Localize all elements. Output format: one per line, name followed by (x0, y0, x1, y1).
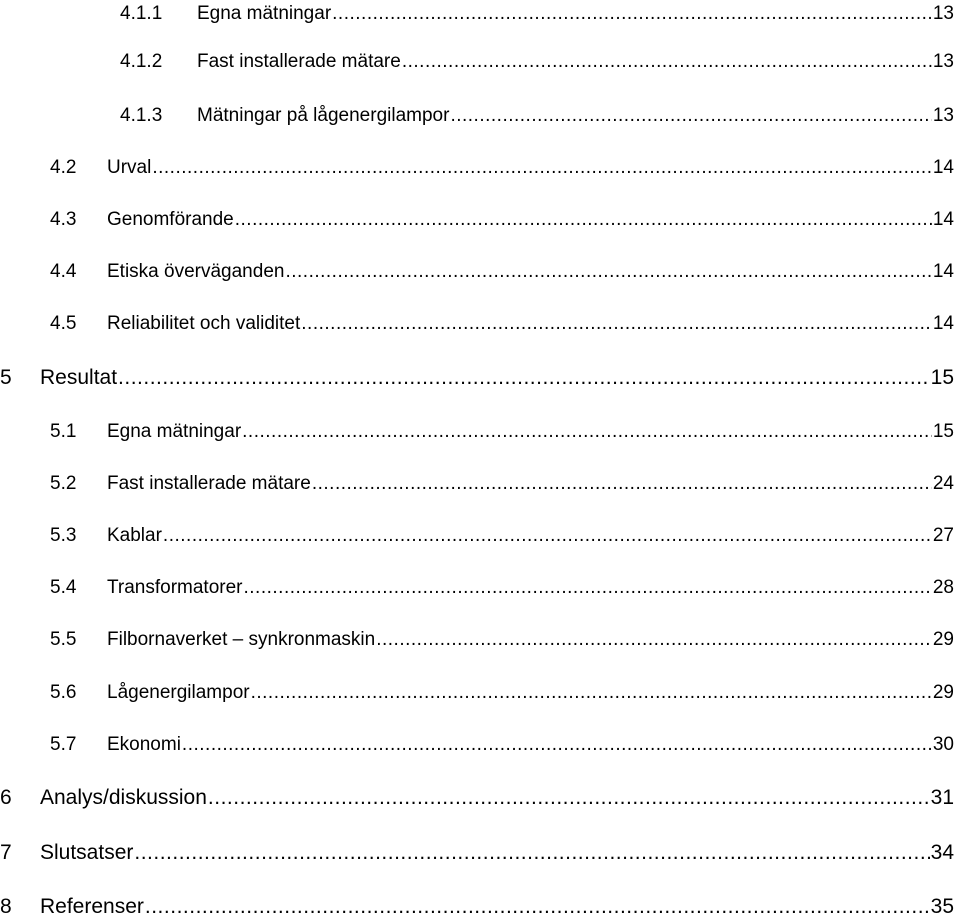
toc-entry-page: 31 (930, 786, 954, 809)
toc-entry-page: 29 (932, 682, 954, 703)
toc-entry-5-4[interactable] (50, 576, 954, 600)
toc-entry-4-1-3[interactable] (120, 104, 954, 128)
toc-entry-number: 5.4 (50, 577, 77, 598)
toc-entry-title: Kablar (107, 525, 162, 546)
toc-entry-title: Transformatorer (107, 577, 243, 598)
toc-entry-page: 27 (932, 525, 954, 546)
toc-entry-page: 14 (932, 261, 954, 282)
toc-entry-5-5[interactable] (50, 628, 954, 652)
dot-leader (402, 50, 932, 74)
toc-entry-7[interactable] (0, 841, 954, 865)
toc-entry-title: Resultat (40, 366, 118, 389)
dot-leader (251, 681, 932, 705)
dot-leader (285, 260, 931, 284)
toc-entry-5-1[interactable] (50, 420, 954, 444)
dot-leader (134, 841, 929, 865)
toc-entry-number: 4.1.3 (120, 105, 163, 126)
toc-entry-page: 35 (930, 895, 954, 918)
toc-entry-number: 6 (0, 786, 12, 809)
toc-entry-title: Reliabilitet och validitet (107, 313, 301, 334)
toc-entry-page: 30 (932, 734, 954, 755)
dot-leader (182, 733, 932, 757)
toc-entry-page: 34 (930, 841, 954, 864)
toc-entry-page: 14 (932, 313, 954, 334)
toc-entry-number: 4.1.2 (120, 51, 163, 72)
toc-entry-number: 4.1.1 (120, 3, 163, 24)
dot-leader (301, 312, 932, 336)
dot-leader (450, 104, 931, 128)
toc-entry-number: 4.5 (50, 313, 77, 334)
toc-entry-title: Analys/diskussion (40, 786, 207, 809)
toc-entry-title: Fast installerade mätare (107, 473, 311, 494)
dot-leader (152, 156, 932, 180)
toc-entry-title: Etiska överväganden (107, 261, 285, 282)
toc-entry-title: Ekonomi (107, 734, 181, 755)
toc-entry-page: 14 (932, 157, 954, 178)
toc-entry-5[interactable] (0, 366, 954, 390)
toc-entry-4-4[interactable] (50, 260, 954, 284)
toc-entry-number: 8 (0, 895, 12, 918)
toc-entry-page: 15 (932, 421, 954, 442)
dot-leader (376, 628, 932, 652)
dot-leader (145, 895, 930, 919)
toc-entry-title: Mätningar på lågenergilampor (197, 105, 450, 126)
toc-entry-title: Referenser (40, 895, 144, 918)
toc-entry-page: 14 (932, 209, 954, 230)
toc-entry-page: 29 (932, 629, 954, 650)
toc-entry-number: 5.6 (50, 682, 77, 703)
toc-entry-page: 13 (932, 51, 954, 72)
toc-entry-number: 5.1 (50, 421, 77, 442)
toc-entry-number: 4.3 (50, 209, 77, 230)
toc-entry-title: Egna mätningar (197, 3, 332, 24)
dot-leader (332, 2, 932, 26)
toc-entry-4-3[interactable] (50, 208, 954, 232)
toc-entry-8[interactable] (0, 895, 954, 919)
toc-entry-number: 7 (0, 841, 12, 864)
toc-entry-title: Filbornaverket – synkronmaskin (107, 629, 376, 650)
toc-entry-number: 5.2 (50, 473, 77, 494)
toc-entry-4-1-1[interactable] (120, 2, 954, 26)
dot-leader (244, 576, 932, 600)
toc-entry-number: 5.3 (50, 525, 77, 546)
toc-entry-6[interactable] (0, 786, 954, 810)
toc-entry-page: 28 (932, 577, 954, 598)
dot-leader (242, 420, 932, 444)
toc-entry-5-3[interactable] (50, 524, 954, 548)
toc-entry-5-7[interactable] (50, 733, 954, 757)
toc-entry-title: Fast installerade mätare (197, 51, 401, 72)
toc-entry-5-6[interactable] (50, 681, 954, 705)
toc-entry-4-1-2[interactable] (120, 50, 954, 74)
dot-leader (118, 366, 930, 390)
toc-entry-4-5[interactable] (50, 312, 954, 336)
toc-entry-title: Urval (107, 157, 152, 178)
dot-leader (208, 786, 930, 810)
toc-entry-page: 13 (932, 3, 954, 24)
toc-entry-title: Egna mätningar (107, 421, 242, 442)
toc-entry-page: 24 (932, 473, 954, 494)
toc-entry-4-2[interactable] (50, 156, 954, 180)
toc-entry-page: 15 (930, 366, 954, 389)
toc-entry-title: Genomförande (107, 209, 234, 230)
toc-entry-number: 5 (0, 366, 12, 389)
toc-entry-number: 5.5 (50, 629, 77, 650)
toc-entry-title: Lågenergilampor (107, 682, 250, 703)
toc-entry-page: 13 (932, 105, 954, 126)
toc-entry-number: 4.4 (50, 261, 77, 282)
toc-entry-number: 5.7 (50, 734, 77, 755)
dot-leader (312, 472, 932, 496)
toc-entry-5-2[interactable] (50, 472, 954, 496)
dot-leader (235, 208, 932, 232)
toc-entry-title: Slutsatser (40, 841, 134, 864)
dot-leader (163, 524, 932, 548)
toc-entry-number: 4.2 (50, 157, 77, 178)
